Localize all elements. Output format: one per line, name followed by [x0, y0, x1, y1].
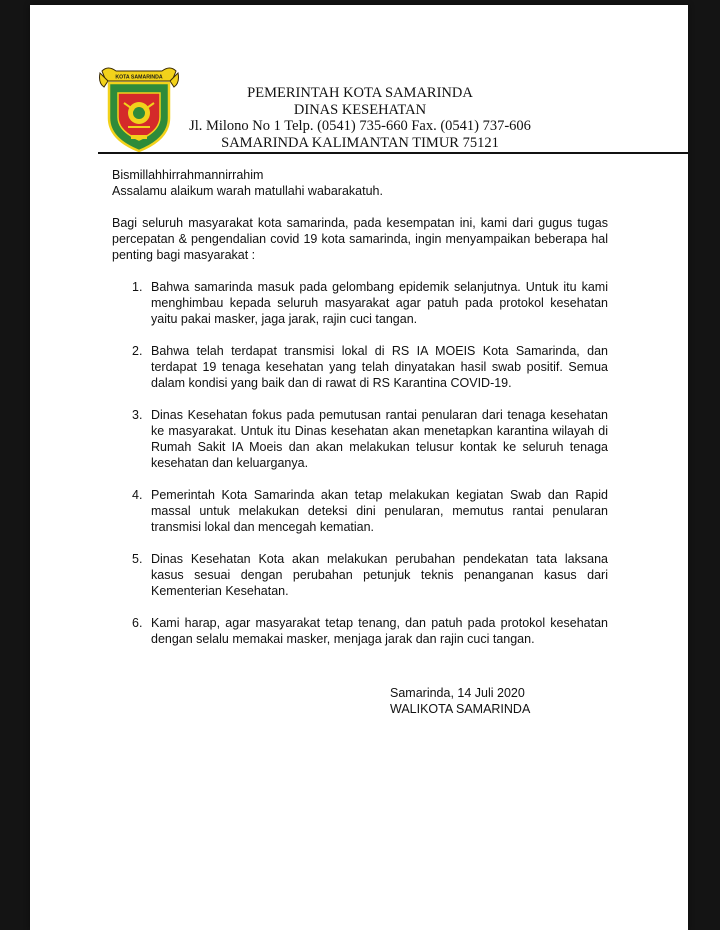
- list-item: [112, 615, 608, 647]
- document-page: [30, 5, 688, 930]
- signature-block: [390, 685, 530, 717]
- item-number: 1.: [132, 280, 143, 294]
- letterhead: [170, 85, 550, 151]
- letterhead-government: PEMERINTAH KOTA SAMARINDA: [247, 85, 473, 101]
- item-number: 4.: [132, 488, 143, 502]
- list-item: [112, 279, 608, 327]
- svg-text:KOTA SAMARINDA: KOTA SAMARINDA: [115, 74, 163, 81]
- item-number: 2.: [132, 344, 143, 358]
- letterhead-department: DINAS KESEHATAN: [293, 101, 427, 118]
- intro-paragraph: Bagi seluruh masyarakat kota samarinda, pada kesempatan ini, kami dari gugus tugas percepatan & pengendalian covid 19 kota samarinda, ingin menyampaikan beberapa hal penting bagi masyarakat :: [112, 216, 608, 262]
- greeting-salam: Assalamu alaikum warah matullahi wabarakatuh.: [112, 184, 383, 198]
- letter-body: [112, 167, 608, 663]
- list-item: [112, 407, 608, 471]
- list-item: [112, 487, 608, 535]
- item-text: Dinas Kesehatan Kota akan melakukan perubahan pendekatan tata laksana kasus sesuai dengan perubahan petunjuk teknis penanganan kasus dari Kementerian Kesehatan.: [151, 552, 608, 598]
- city-emblem-logo: [98, 63, 180, 153]
- item-number: 6.: [132, 616, 143, 630]
- item-text: Pemerintah Kota Samarinda akan tetap melakukan kegiatan Swab dan Rapid massal untuk melakukan deteksi dini penularan, memutus rantai penularan transmisi lokal dan mencegah kematian.: [151, 488, 608, 534]
- item-text: Kami harap, agar masyarakat tetap tenang, dan patuh pada protokol kesehatan dengan selalu memakai masker, menjaga jarak dan rajin cuci tangan.: [151, 616, 608, 646]
- list-item: [112, 343, 608, 391]
- letterhead-city: SAMARINDA KALIMANTAN TIMUR 75121: [221, 134, 499, 151]
- item-text: Bahwa telah terdapat transmisi lokal di RS IA MOEIS Kota Samarinda, dan terdapat 19 tenaga kesehatan yang telah dinyatakan hasil swab positif. Semua dalam kondisi yang baik dan di rawat di RS Karantina COVID-19.: [151, 344, 608, 390]
- letterhead-divider: [98, 152, 688, 154]
- item-number: 5.: [132, 552, 143, 566]
- place-date: Samarinda, 14 Juli 2020: [390, 686, 525, 700]
- signatory-title: WALIKOTA SAMARINDA: [390, 702, 531, 716]
- item-text: Bahwa samarinda masuk pada gelombang epidemik selanjutnya. Untuk itu kami menghimbau kepada seluruh masyarakat agar patuh pada protokol kesehatan yaitu pakai masker, jaga jarak, rajin cuci tangan.: [151, 280, 608, 326]
- greeting-basmalah: Bismillahhirrahmannirrahim: [112, 168, 264, 182]
- letterhead-address: Jl. Milono No 1 Telp. (0541) 735-660 Fax. (0541) 737-606: [189, 118, 531, 134]
- item-number: 3.: [132, 408, 143, 422]
- announcement-list: [112, 279, 608, 647]
- list-item: [112, 551, 608, 599]
- item-text: Dinas Kesehatan fokus pada pemutusan rantai penularan dari tenaga kesehatan ke masyarakat. Untuk itu Dinas kesehatan akan menetapkan karantina wilayah di Rumah Sakit IA Moeis dan akan melakukan telusur kontak ke seluruh tenaga kesehatan dan keluarganya.: [151, 408, 608, 470]
